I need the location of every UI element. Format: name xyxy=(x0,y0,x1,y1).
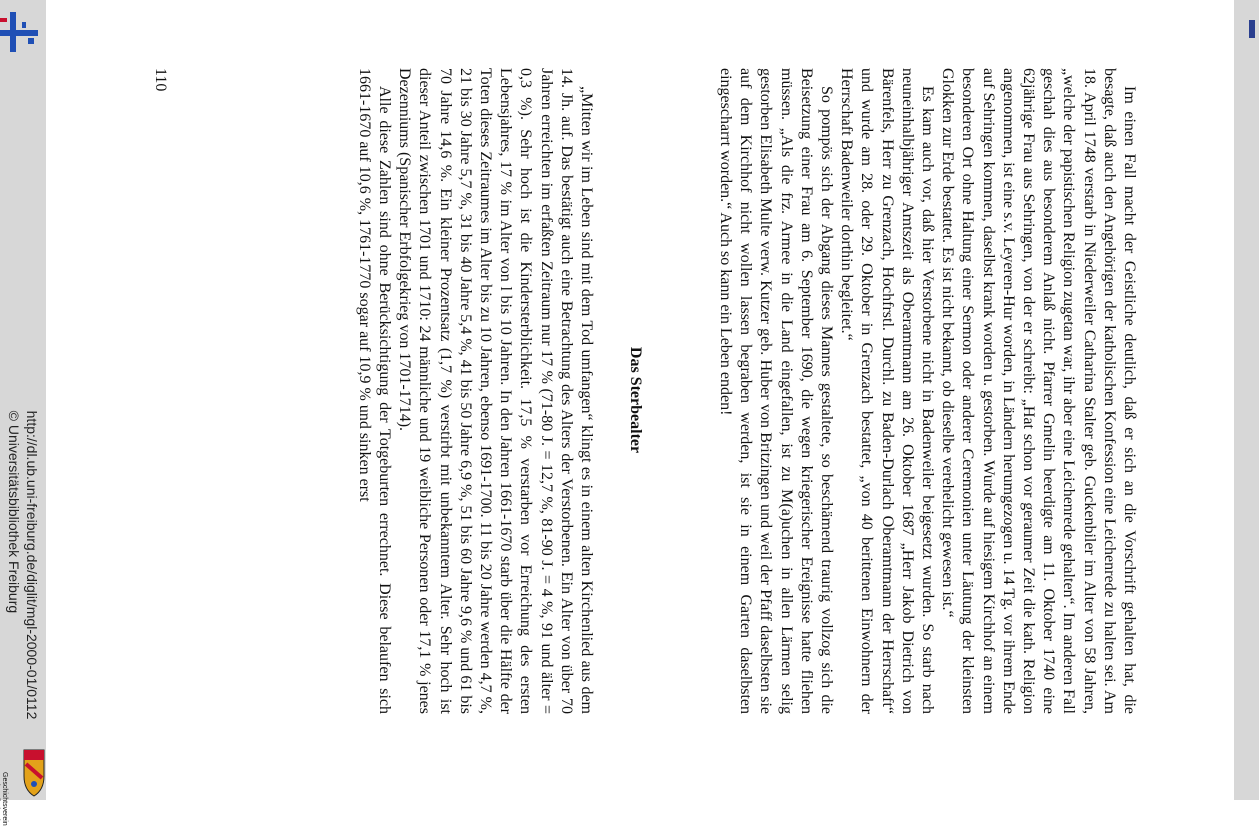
page-number: 110 xyxy=(152,68,169,92)
paragraph: „Mitten wir im Leben sind mit dem Tod umfangen“ klingt es in einem alten Kirchenlied aus dem 14. Jh. auf. Das bestätigt auch eine Betrachtung des Alters der Verstorbenen. Ein Alter von über 70 Jahren erreichten im erfaßten Zeitraum nur 17 % (71-80 J. = 12,7 %, 81-90 J. = 4 %, 91 und älter = 0,3 %). Sehr hoch ist die Kindersterblichkeit. 17,5 % verstarben vor Erreichung des ersten Lebensjahres, 17 % im Alter von l bis 10 Jahren. In den Jahren 1661-1670 starb über die Hälfte der Toten dieses Zeitraumes im Alter bis zu 10 Jahren, ebenso 1691-1700. 11 bis 20 Jahre werden 4,7 %, 21 bis 30 Jahre 5,7 %, 31 bis 40 Jahre 5,4 %, 41 bis 50 Jahre 6,9 %, 51 bis 60 Jahre 9,6 % und 61 bis 70 Jahre 14,6 %. Ein kleiner Prozentsatz (1,7 %) verstirbt mit unbekanntem Alter. Sehr hoch ist dieser Anteil zwischen 1701 und 1710: 24 männliche und 19 weibliche Personen oder 17,1 % jenes Dezenniums (Spanischer Erbfolgekrieg von 1701-1714). xyxy=(396,68,595,714)
url-link[interactable]: http://dl.ub.uni-freiburg.de/diglit/mgl-2000-01/0112 xyxy=(24,410,40,720)
marker-icon xyxy=(1249,20,1255,38)
paragraph: Alle diese Zahlen sind ohne Berücksichtigung der Totgeburten errechnet. Diese belaufen sich 1661-1670 auf 10,6 %, 1761-1770 sogar auf 10,9 % und sinken erst xyxy=(355,68,393,714)
text-block-upper xyxy=(715,68,1139,714)
copyright-text: © Universitätsbibliothek Freiburg xyxy=(6,410,22,614)
paragraph: Es kam auch vor, daß hier Verstorbene nicht in Badenweiler beigesetzt wurden. So starb nach neuneinhalbjähriger Amtszeit als Oberamtmann am 26. Oktober 1687 „Herr Jakob Dietrich von Bärenfels, Herr zu Grenzach, Hochfrstl. Durchl. zu Baden-Durlach Oberamtmann der Herrschaft“ und wurde am 28. oder 29. Oktober in Grenzach bestattet, „von 40 berittenen Einwohnern der Herrschaft Badenweiler dorthin begleitet.“ xyxy=(838,68,936,714)
paragraph: Im einen Fall macht der Geistliche deutlich, daß er sich an die Vorschrift gehalten hat, die besagte, daß auch den Angehörigen der katholischen Konfession eine Leichenrede zu halten sei. Am 18. April 1748 verstarb in Niederweiler Catharina Stalter geb. Guckenbiler im Alter von 58 Jahren, „welche der papistischen Religion zugetan war, ihr aber eine Leichenrede gehalten“. Im anderen Fall geschah dies aus besonderem Anlaß nicht. Pfarrer Gmelin beerdigte am 11. Oktober 1740 eine 62jährige Frau aus Sehringen, von der er schreibt: „Hat schon vor geraumer Zeit die kath. Religion angenommen, ist eine s.v. Leyeren-Hur worden, in Ländern herumgezogen u. 14 Tg. vor ihrem Ende auf Sehringen kommen, daselbst krank worden u. gestorben. Wurde auf hiesigem Kirchhof an einem besonderen Ort ohne Haltung einer Sermon oder anderer Ceremonien unter Läutung der kleinsten Glokken zur Erde bestattet. Es ist nicht bekannt, ob dieselbe verehelicht gewesen ist.“ xyxy=(939,68,1138,714)
section-heading: Das Sterbealter xyxy=(627,346,644,454)
text-block-lower xyxy=(354,68,596,714)
paragraph: So pompös sich der Abgang dieses Mannes gestaltete, so beschämend traurig vollzog sich die Beisetzung einer Frau am 6. September 1690, die wegen kriegerischer Ereignisse hatte fliehen müssen. „Als die frz. Armee in die Land eingefallen, ist zu M(a)uchen in allen Lärmen selig gestorben Elisabeth Multe verw. Kutzer geb. Huber von Britzingen und weil der Pfaff daselbsten sie auf dem Kirchhof nicht wollen lassen begraben werden, ist sie in einem Garten daselbsten eingescharrt worden.“ Auch so kann ein Leben enden! xyxy=(716,68,835,714)
right-sidebar xyxy=(1234,0,1259,800)
document-page xyxy=(79,10,1179,790)
society-label: Geschichtsverein xyxy=(1,772,8,826)
left-sidebar xyxy=(0,0,46,826)
source-url xyxy=(5,411,41,720)
university-logo-icon xyxy=(0,12,40,52)
society-crest-icon xyxy=(22,744,46,800)
